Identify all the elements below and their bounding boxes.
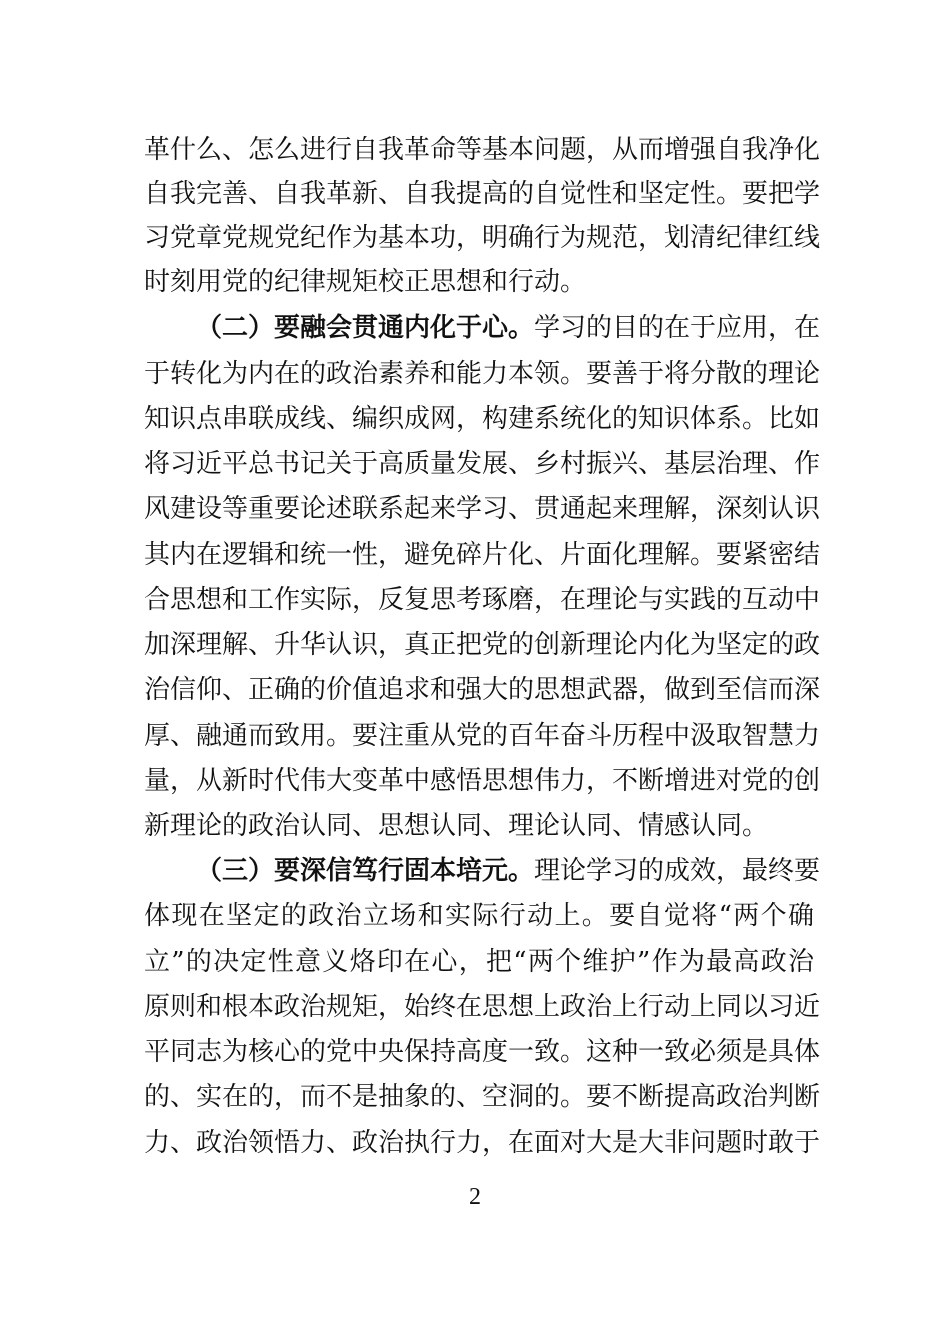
paragraph-2-line-11: 量，从新时代伟大变革中感悟思想伟力，不断增进对党的创	[144, 766, 821, 796]
paragraph-2-line-7: 合思想和工作实际，反复思考琢磨，在理论与实践的互动中	[144, 585, 821, 615]
section-heading-3: （三）要深信笃行固本培元。	[196, 856, 535, 886]
paragraph-2-line-3: 知识点串联成线、编织成网，构建系统化的知识体系。比如	[144, 404, 821, 434]
section-heading-2: （二）要融会贯通内化于心。	[196, 313, 535, 343]
paragraph-1-line-2: 自我完善、自我革新、自我提高的自觉性和坚定性。要把学	[144, 179, 821, 209]
paragraph-2-first-line-text: 学习的目的在于应用，在	[534, 313, 821, 343]
paragraph-2-line-6: 其内在逻辑和统一性，避免碎片化、片面化理解。要紧密结	[144, 540, 821, 570]
paragraph-2-line-8: 加深理解、升华认识，真正把党的创新理论内化为坚定的政	[144, 630, 821, 660]
paragraph-2-line-5: 风建设等重要论述联系起来学习、贯通起来理解，深刻认识	[144, 494, 821, 524]
paragraph-3-first-line	[196, 851, 821, 891]
paragraph-3-line-2: 体现在坚定的政治立场和实际行动上。要自觉将“两个确	[144, 901, 814, 931]
paragraph-1-line-1: 革什么、怎么进行自我革命等基本问题，从而增强自我净化	[144, 135, 821, 165]
paragraph-2-first-line	[196, 308, 821, 348]
paragraph-2-line-12: 新理论的政治认同、思想认同、理论认同、情感认同。	[144, 811, 769, 841]
paragraph-1-line-4: 时刻用党的纪律规矩校正思想和行动。	[144, 267, 587, 297]
page-number: 2	[469, 1184, 481, 1210]
paragraph-3-line-6: 的、实在的，而不是抽象的、空洞的。要不断提高政治判断	[144, 1082, 821, 1112]
paragraph-3-line-7: 力、政治领悟力、政治执行力，在面对大是大非问题时敢于	[144, 1128, 821, 1158]
paragraph-2-line-2: 于转化为内在的政治素养和能力本领。要善于将分散的理论	[144, 359, 821, 389]
paragraph-3-line-3: 立”的决定性意义烙印在心，把“两个维护”作为最高政治	[144, 947, 814, 977]
paragraph-3-first-line-text: 理论学习的成效，最终要	[534, 856, 821, 886]
paragraph-2-line-10: 厚、融通而致用。要注重从党的百年奋斗历程中汲取智慧力	[144, 721, 821, 751]
paragraph-2-line-9: 治信仰、正确的价值追求和强大的思想武器，做到至信而深	[144, 675, 821, 705]
paragraph-3-line-4: 原则和根本政治规矩，始终在思想上政治上行动上同以习近	[144, 992, 821, 1022]
paragraph-3-line-5: 平同志为核心的党中央保持高度一致。这种一致必须是具体	[144, 1037, 821, 1067]
paragraph-1-line-3: 习党章党规党纪作为基本功，明确行为规范，划清纪律红线	[144, 223, 821, 253]
paragraph-2-line-4: 将习近平总书记关于高质量发展、乡村振兴、基层治理、作	[144, 449, 821, 479]
